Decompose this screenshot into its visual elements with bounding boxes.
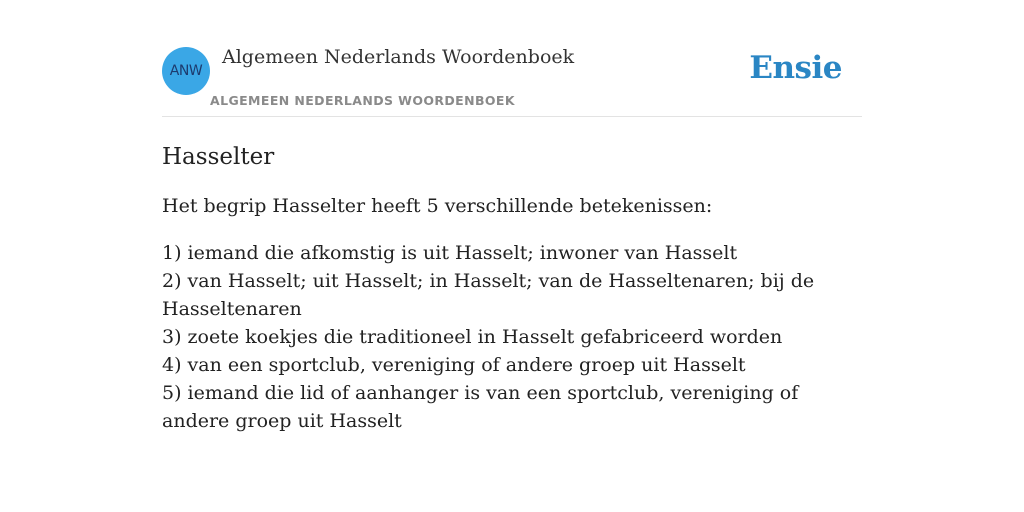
entry-intro: Het begrip Hasselter heeft 5 verschillende betekenissen: bbox=[162, 195, 713, 217]
page-content bbox=[162, 0, 862, 435]
meaning-item: 3) zoete koekjes die traditioneel in Hasselt gefabriceerd worden bbox=[162, 326, 783, 348]
source-title[interactable]: Algemeen Nederlands Woordenboek bbox=[222, 46, 575, 68]
source-subtitle: ALGEMEEN NEDERLANDS WOORDENBOEK bbox=[210, 93, 515, 108]
entry-term: Hasselter bbox=[162, 144, 275, 170]
source-logo[interactable] bbox=[162, 47, 210, 95]
meaning-item: 4) van een sportclub, vereniging of andere groep uit Hasselt bbox=[162, 354, 746, 376]
meaning-item: 2) van Hasselt; uit Hasselt; in Hasselt; van de Hasseltenaren; bij de Hasseltenaren bbox=[162, 270, 815, 320]
source-logo-text: ANW bbox=[169, 63, 203, 79]
meanings-list bbox=[162, 239, 862, 435]
meaning-item: 5) iemand die lid of aanhanger is van een sportclub, vereniging of andere groep uit Hasselt bbox=[162, 382, 799, 432]
meaning-item: 1) iemand die afkomstig is uit Hasselt; inwoner van Hasselt bbox=[162, 242, 738, 264]
page-header bbox=[162, 0, 862, 117]
ensie-brand-logo[interactable]: Ensie bbox=[749, 50, 842, 86]
